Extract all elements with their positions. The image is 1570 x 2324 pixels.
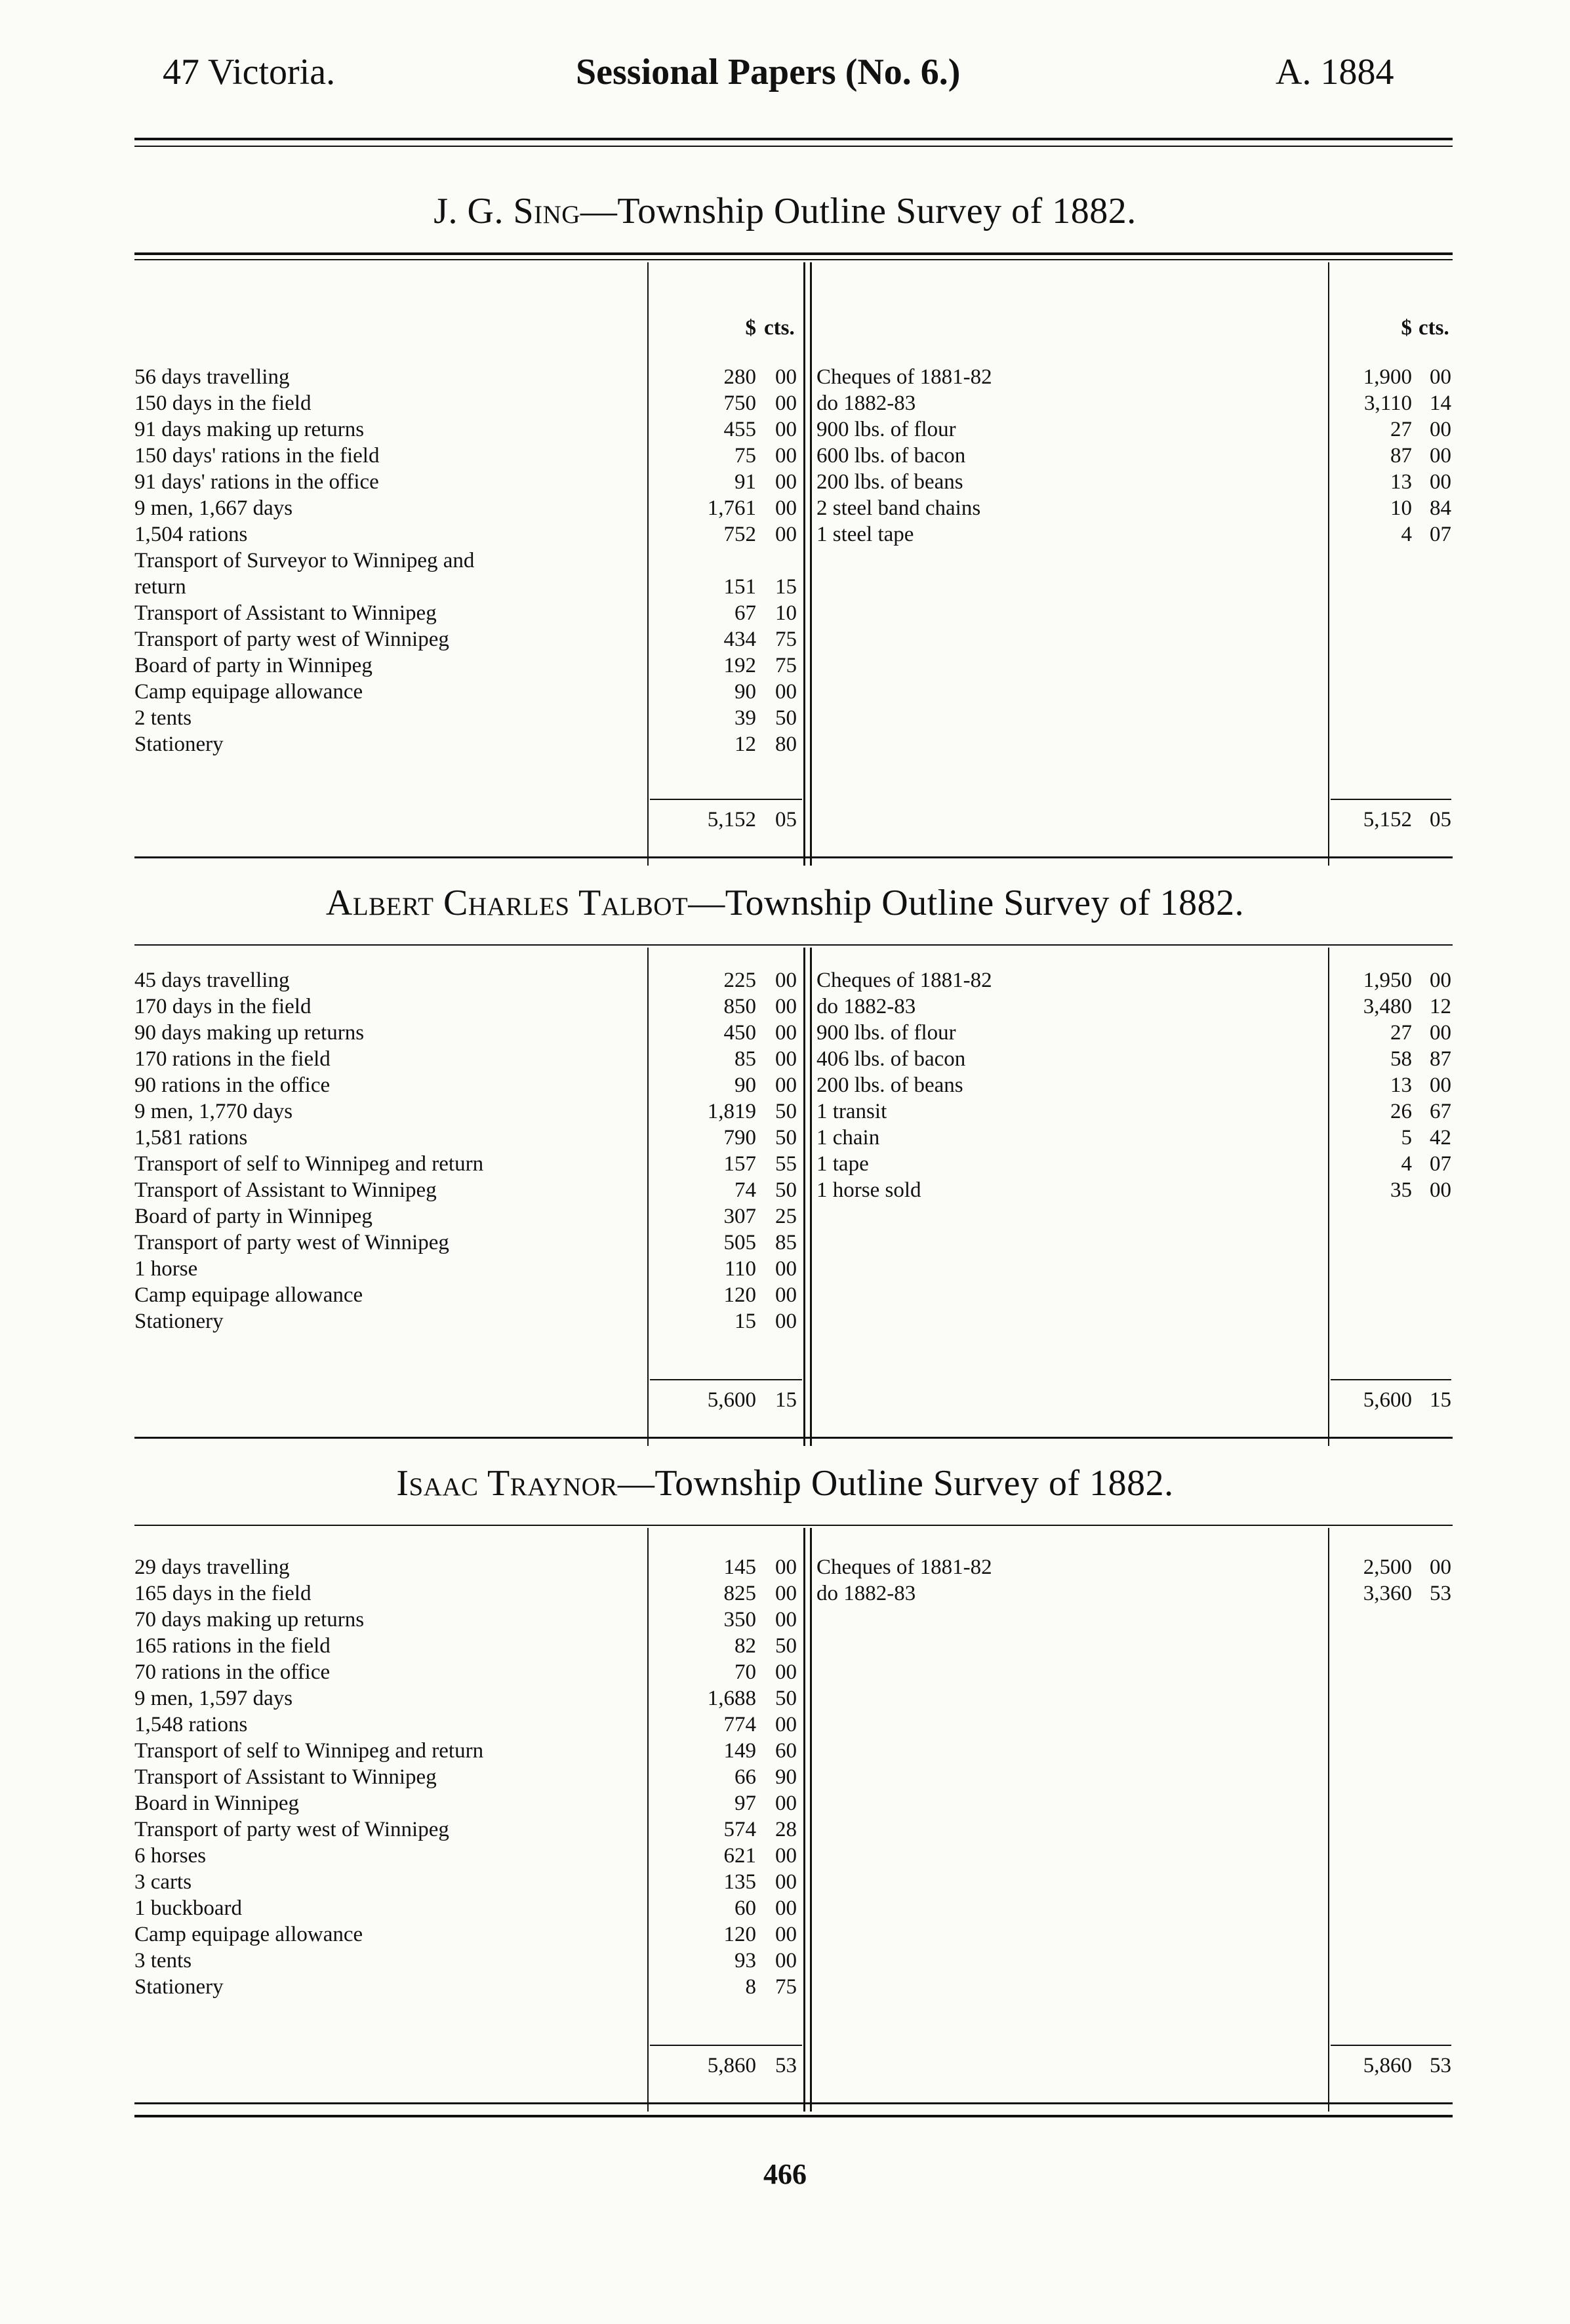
expense-item-cents: 55: [775, 1152, 797, 1176]
section-1-title: [0, 190, 1570, 232]
header-rule-thick: [134, 138, 1453, 140]
expense-item-cents: 00: [775, 1844, 797, 1868]
credit-item-dollars: 3,480: [1363, 995, 1412, 1018]
expense-item-dollars: 15: [735, 1310, 756, 1333]
credit-item-label: 200 lbs. of beans: [816, 470, 963, 494]
expense-item-cents: 75: [775, 654, 797, 677]
expense-item-label: 170 days in the field: [134, 995, 312, 1018]
section-2-top-rule: [134, 944, 1453, 946]
expense-item-label: 150 days in the field: [134, 391, 312, 415]
expense-item-label: Camp equipage allowance: [134, 1923, 363, 1946]
credit-item-dollars: 26: [1390, 1100, 1412, 1123]
credit-item-label: 1 tape: [816, 1152, 869, 1176]
total-rule: [650, 2045, 802, 2046]
credit-item-cents: 42: [1430, 1126, 1451, 1150]
expense-item-label: 6 horses: [134, 1844, 207, 1868]
expense-item-dollars: 505: [723, 1231, 756, 1254]
expense-item-dollars: 90: [735, 1073, 756, 1097]
page-bottom-rule: [134, 2115, 1453, 2117]
expense-item-label: Stationery: [134, 732, 224, 756]
dollars-header: $: [745, 316, 756, 340]
credit-item-label: 1 steel tape: [816, 523, 914, 546]
section-3-surveyor: Isaac Traynor: [396, 1463, 618, 1504]
expense-item-cents: 50: [775, 1634, 797, 1658]
expense-item-label: 70 rations in the office: [134, 1660, 331, 1684]
header-year: A. 1884: [1276, 52, 1394, 92]
expense-item-label: Board in Winnipeg: [134, 1792, 300, 1815]
expense-item-dollars: 66: [735, 1765, 756, 1789]
credit-total-dollars: 5,600: [1363, 1388, 1412, 1412]
expense-item-cents: 00: [775, 1660, 797, 1684]
expense-item-cents: 00: [775, 418, 797, 441]
credit-item-label: do 1882-83: [816, 1582, 916, 1605]
expense-item-cents: 10: [775, 601, 797, 625]
credit-item-dollars: 2,500: [1363, 1555, 1412, 1579]
column-divider: [810, 1528, 812, 2112]
section-3-subject: —Township Outline Survey of 1882.: [617, 1463, 1174, 1504]
credit-item-cents: 00: [1430, 444, 1451, 468]
expense-item-dollars: 85: [735, 1047, 756, 1071]
expense-item-cents: 00: [775, 1923, 797, 1946]
expense-item-label: Camp equipage allowance: [134, 1283, 363, 1307]
expense-item-dollars: 67: [735, 601, 756, 625]
credit-item-cents: 87: [1430, 1047, 1451, 1071]
expense-item-label: 1,581 rations: [134, 1126, 248, 1150]
expense-item-label: 90 rations in the office: [134, 1073, 331, 1097]
page-header: [0, 51, 1570, 104]
expense-item-dollars: 82: [735, 1634, 756, 1658]
section-2-ledger: [134, 948, 1453, 1446]
expense-total-dollars: 5,152: [707, 808, 756, 831]
credit-item-label: 1 transit: [816, 1100, 887, 1123]
expense-item-dollars: 70: [735, 1660, 756, 1684]
expense-item-label: Stationery: [134, 1310, 224, 1333]
credit-item-label: Cheques of 1881-82: [816, 1555, 992, 1579]
credit-item-cents: 00: [1430, 470, 1451, 494]
expense-item-dollars: 621: [723, 1844, 756, 1868]
credit-item-label: 200 lbs. of beans: [816, 1073, 963, 1097]
expense-item-dollars: 8: [745, 1975, 756, 1999]
credit-item-dollars: 58: [1390, 1047, 1412, 1071]
expense-total-dollars: 5,600: [707, 1388, 756, 1412]
expense-item-cents: 60: [775, 1739, 797, 1763]
expense-item-dollars: 74: [735, 1178, 756, 1202]
credit-item-label: do 1882-83: [816, 391, 916, 415]
section-1-subject: —Township Outline Survey of 1882.: [580, 191, 1137, 231]
expense-item-cents: 00: [775, 470, 797, 494]
expense-item-label: 165 rations in the field: [134, 1634, 331, 1658]
credit-item-label: 406 lbs. of bacon: [816, 1047, 966, 1071]
expense-item-dollars: 75: [735, 444, 756, 468]
expense-item-dollars: 151: [723, 575, 756, 599]
credit-item-dollars: 27: [1390, 418, 1412, 441]
credit-item-dollars: 1,900: [1363, 365, 1412, 389]
expense-item-cents: 00: [775, 523, 797, 546]
expense-item-cents: 00: [775, 1608, 797, 1632]
credit-total-cents: 53: [1430, 2054, 1451, 2077]
expense-item-dollars: 91: [735, 470, 756, 494]
total-rule: [650, 799, 802, 800]
credit-item-cents: 12: [1430, 995, 1451, 1018]
credit-item-label: Cheques of 1881-82: [816, 365, 992, 389]
expense-item-cents: 00: [775, 995, 797, 1018]
credit-item-cents: 14: [1430, 391, 1451, 415]
expense-item-cents: 00: [775, 1073, 797, 1097]
credit-item-dollars: 3,110: [1363, 391, 1412, 415]
credit-item-cents: 07: [1430, 1152, 1451, 1176]
expense-item-dollars: 574: [723, 1818, 756, 1841]
expense-item-cents: 85: [775, 1231, 797, 1254]
expense-item-dollars: 455: [723, 418, 756, 441]
expense-item-cents: 00: [775, 444, 797, 468]
expense-item-label: 1 buckboard: [134, 1896, 243, 1920]
expense-item-label: Board of party in Winnipeg: [134, 1205, 372, 1228]
credit-total-dollars: 5,152: [1363, 808, 1412, 831]
expense-item-dollars: 157: [723, 1152, 756, 1176]
expense-item-dollars: 450: [723, 1021, 756, 1045]
expense-item-dollars: 774: [723, 1713, 756, 1736]
credit-item-cents: 53: [1430, 1582, 1451, 1605]
expense-item-cents: 00: [775, 969, 797, 992]
column-divider: [647, 948, 649, 1446]
expense-item-cents: 25: [775, 1205, 797, 1228]
expense-item-label: Transport of Assistant to Winnipeg: [134, 601, 437, 625]
expense-item-dollars: 135: [723, 1870, 756, 1894]
credit-item-cents: 00: [1430, 1021, 1451, 1045]
expense-item-dollars: 825: [723, 1582, 756, 1605]
column-divider: [647, 262, 649, 866]
section-2-subject: —Township Outline Survey of 1882.: [688, 883, 1245, 923]
credit-item-dollars: 5: [1401, 1126, 1412, 1150]
expense-item-label: 56 days travelling: [134, 365, 290, 389]
expense-item-label: 3 tents: [134, 1949, 192, 1973]
expense-item-cents: 75: [775, 1975, 797, 1999]
expense-total-cents: 53: [775, 2054, 797, 2077]
credit-item-dollars: 1,950: [1363, 969, 1412, 992]
total-rule: [1331, 2045, 1451, 2046]
section-2-surveyor: Albert Charles Talbot: [325, 883, 689, 923]
credit-item-dollars: 13: [1390, 1073, 1412, 1097]
section-bottom-rule: [134, 856, 1453, 858]
expense-item-cents: 50: [775, 1178, 797, 1202]
credit-item-label: 1 chain: [816, 1126, 880, 1150]
expense-item-cents: 50: [775, 1100, 797, 1123]
expense-item-dollars: 93: [735, 1949, 756, 1973]
expense-item-label: 9 men, 1,667 days: [134, 496, 293, 520]
column-divider: [1328, 1528, 1329, 2112]
expense-item-dollars: 350: [723, 1608, 756, 1632]
expense-item-cents: 00: [775, 1283, 797, 1307]
section-3-title: [0, 1462, 1570, 1504]
expense-item-label: 1,548 rations: [134, 1713, 248, 1736]
total-rule: [650, 1379, 802, 1380]
column-divider: [803, 1528, 805, 2112]
expense-item-cents: 50: [775, 1126, 797, 1150]
expense-item-label: 91 days' rations in the office: [134, 470, 379, 494]
expense-item-label: Transport of party west of Winnipeg: [134, 628, 449, 651]
expense-item-dollars: 145: [723, 1555, 756, 1579]
expense-item-label: 91 days making up returns: [134, 418, 365, 441]
expense-item-dollars: 850: [723, 995, 756, 1018]
expense-item-dollars: 60: [735, 1896, 756, 1920]
total-rule: [1331, 1379, 1451, 1380]
expense-item-cents: 00: [775, 1021, 797, 1045]
expense-item-dollars: 790: [723, 1126, 756, 1150]
expense-item-cents: 00: [775, 1949, 797, 1973]
expense-item-label: 1 horse: [134, 1257, 198, 1281]
expense-item-label: 3 carts: [134, 1870, 192, 1894]
expense-item-cents: 00: [775, 1047, 797, 1071]
expense-item-cents: 15: [775, 575, 797, 599]
expense-item-dollars: 307: [723, 1205, 756, 1228]
expense-item-label: 2 tents: [134, 706, 192, 730]
expense-item-cents: 90: [775, 1765, 797, 1789]
expense-item-label: Transport of party west of Winnipeg: [134, 1231, 449, 1254]
column-divider: [647, 1528, 649, 2112]
expense-item-dollars: 97: [735, 1792, 756, 1815]
expense-item-cents: 80: [775, 732, 797, 756]
expense-item-cents: 00: [775, 1870, 797, 1894]
expense-item-dollars: 120: [723, 1283, 756, 1307]
credit-item-label: 900 lbs. of flour: [816, 418, 956, 441]
credit-item-dollars: 35: [1390, 1178, 1412, 1202]
expense-item-dollars: 1,688: [707, 1687, 756, 1710]
expense-item-cents: 00: [775, 680, 797, 704]
expense-item-dollars: 1,819: [707, 1100, 756, 1123]
section-1-ledger: [134, 262, 1453, 866]
credit-item-dollars: 27: [1390, 1021, 1412, 1045]
expense-item-label: Camp equipage allowance: [134, 680, 363, 704]
expense-item-label: 150 days' rations in the field: [134, 444, 380, 468]
credit-item-cents: 00: [1430, 1178, 1451, 1202]
credit-item-cents: 00: [1430, 969, 1451, 992]
expense-total-dollars: 5,860: [707, 2054, 756, 2077]
credit-item-dollars: 87: [1390, 444, 1412, 468]
expense-item-label: Transport of Assistant to Winnipeg: [134, 1765, 437, 1789]
expense-item-cents: 00: [775, 1792, 797, 1815]
expense-item-label: Transport of Assistant to Winnipeg: [134, 1178, 437, 1202]
expense-item-dollars: 750: [723, 391, 756, 415]
expense-item-label: 165 days in the field: [134, 1582, 312, 1605]
expense-item-cents: 28: [775, 1818, 797, 1841]
expense-item-cents: 50: [775, 1687, 797, 1710]
credit-total-cents: 05: [1430, 808, 1451, 831]
expense-total-cents: 15: [775, 1388, 797, 1412]
expense-item-cents: 00: [775, 1896, 797, 1920]
section-bottom-rule: [134, 2102, 1453, 2104]
section-3-ledger: [134, 1528, 1453, 2112]
column-divider: [1328, 262, 1329, 866]
expense-item-dollars: 1,761: [707, 496, 756, 520]
credit-item-label: 900 lbs. of flour: [816, 1021, 956, 1045]
section-1-top-rule-thin: [134, 259, 1453, 260]
column-divider: [810, 948, 812, 1446]
header-title: Sessional Papers (No. 6.): [576, 52, 961, 92]
expense-item-dollars: 110: [724, 1257, 756, 1281]
expense-item-cents: 00: [775, 365, 797, 389]
cents-header: cts.: [764, 316, 795, 340]
credit-item-cents: 67: [1430, 1100, 1451, 1123]
header-session: 47 Victoria.: [163, 52, 336, 92]
expense-item-label: 9 men, 1,770 days: [134, 1100, 293, 1123]
column-divider: [810, 262, 812, 866]
expense-item-label: Stationery: [134, 1975, 224, 1999]
expense-item-dollars: 752: [723, 523, 756, 546]
expense-item-cents: 50: [775, 706, 797, 730]
expense-item-cents: 00: [775, 391, 797, 415]
expense-item-cents: 00: [775, 1257, 797, 1281]
credit-item-cents: 07: [1430, 523, 1451, 546]
expense-item-dollars: 192: [723, 654, 756, 677]
credit-item-cents: 00: [1430, 418, 1451, 441]
expense-item-dollars: 39: [735, 706, 756, 730]
expense-item-label: 90 days making up returns: [134, 1021, 365, 1045]
credit-item-label: 1 horse sold: [816, 1178, 921, 1202]
expense-item-dollars: 225: [723, 969, 756, 992]
section-1-surveyor: J. G. Sing: [433, 191, 580, 231]
credit-item-label: Cheques of 1881-82: [816, 969, 992, 992]
credit-item-label: 600 lbs. of bacon: [816, 444, 966, 468]
section-3-top-rule: [134, 1525, 1453, 1526]
expense-item-label: 1,504 rations: [134, 523, 248, 546]
page-number: 466: [763, 2158, 807, 2190]
expense-item-label: Transport of self to Winnipeg and return: [134, 1152, 484, 1176]
expense-item-label: 70 days making up returns: [134, 1608, 365, 1632]
dollars-header: $: [1401, 316, 1412, 340]
column-divider: [803, 262, 805, 866]
credit-item-dollars: 13: [1390, 470, 1412, 494]
header-rule-thin: [134, 146, 1453, 147]
expense-item-label: Transport of self to Winnipeg and return: [134, 1739, 484, 1763]
expense-item-label: Board of party in Winnipeg: [134, 654, 372, 677]
expense-item-cents: 00: [775, 1582, 797, 1605]
column-divider: [803, 948, 805, 1446]
expense-item-label: 29 days travelling: [134, 1555, 290, 1579]
credit-item-dollars: 4: [1401, 523, 1412, 546]
expense-item-dollars: 280: [723, 365, 756, 389]
expense-item-dollars: 149: [723, 1739, 756, 1763]
credit-item-cents: 84: [1430, 496, 1451, 520]
section-1-top-rule: [134, 252, 1453, 255]
total-rule: [1331, 799, 1451, 800]
expense-item-label: 9 men, 1,597 days: [134, 1687, 293, 1710]
credit-total-dollars: 5,860: [1363, 2054, 1412, 2077]
expense-item-label: Transport of party west of Winnipeg: [134, 1818, 449, 1841]
credit-item-dollars: 3,360: [1363, 1582, 1412, 1605]
expense-item-cents: 00: [775, 1555, 797, 1579]
expense-item-label: Transport of Surveyor to Winnipeg and: [134, 549, 475, 572]
expense-item-cents: 00: [775, 496, 797, 520]
expense-item-dollars: 12: [735, 732, 756, 756]
section-2-title: [0, 882, 1570, 924]
expense-total-cents: 05: [775, 808, 797, 831]
credit-item-label: 2 steel band chains: [816, 496, 981, 520]
expense-item-label: 45 days travelling: [134, 969, 290, 992]
credit-item-dollars: 4: [1401, 1152, 1412, 1176]
expense-item-cents: 75: [775, 628, 797, 651]
expense-item-dollars: 434: [723, 628, 756, 651]
section-bottom-rule: [134, 1437, 1453, 1439]
credit-item-cents: 00: [1430, 365, 1451, 389]
credit-item-cents: 00: [1430, 1073, 1451, 1097]
expense-item-cents: 00: [775, 1310, 797, 1333]
expense-item-dollars: 120: [723, 1923, 756, 1946]
expense-item-dollars: 90: [735, 680, 756, 704]
expense-item-label: return: [134, 575, 186, 599]
expense-item-cents: 00: [775, 1713, 797, 1736]
expense-item-label: 170 rations in the field: [134, 1047, 331, 1071]
credit-item-cents: 00: [1430, 1555, 1451, 1579]
credit-item-label: do 1882-83: [816, 995, 916, 1018]
cents-header: cts.: [1419, 316, 1449, 340]
credit-total-cents: 15: [1430, 1388, 1451, 1412]
credit-item-dollars: 10: [1390, 496, 1412, 520]
